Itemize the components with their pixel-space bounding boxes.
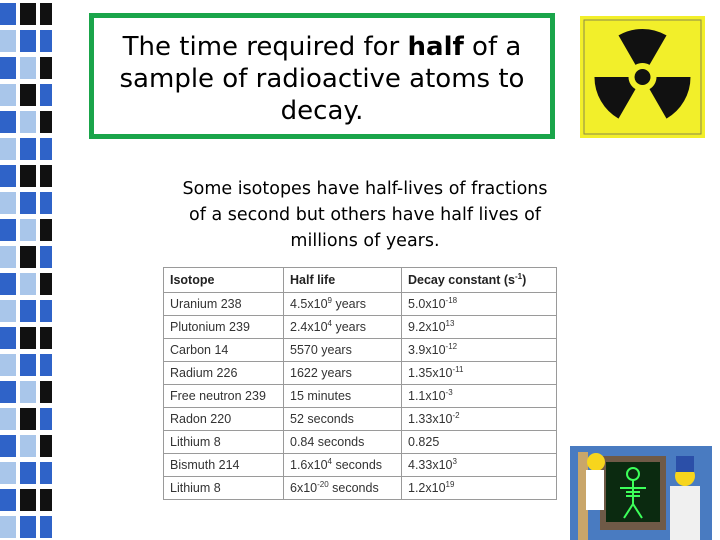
- cell-half-life: $2.4x10^4$ years: [284, 316, 402, 339]
- definition-box: [89, 13, 555, 139]
- cell-decay-constant: $1.33x10^{-2}$: [402, 408, 557, 431]
- radiation-hazard-icon: [580, 16, 705, 138]
- subtitle-text: Some isotopes have half-lives of fractions of a second but others have half lives of millions of years.: [182, 179, 548, 251]
- header-half-life: Half life: [284, 268, 402, 293]
- definition-highlight: half: [407, 32, 464, 62]
- cell-half-life: 1622 years: [284, 362, 402, 385]
- cell-half-life: $4.5x10^9$ years: [284, 293, 402, 316]
- table-row: [164, 339, 557, 362]
- definition-text: The time required for half of a sample of radioactive atoms to decay.: [119, 32, 525, 126]
- cell-isotope: Carbon 14: [164, 339, 284, 362]
- cell-half-life: 5570 years: [284, 339, 402, 362]
- table-row: [164, 431, 557, 454]
- table-row: [164, 385, 557, 408]
- cell-half-life: 52 seconds: [284, 408, 402, 431]
- table-row: [164, 408, 557, 431]
- cartoon-image: [570, 446, 712, 540]
- cell-isotope: Uranium 238: [164, 293, 284, 316]
- header-isotope: Isotope: [164, 268, 284, 293]
- cell-half-life: $1.6x10^4$ seconds: [284, 454, 402, 477]
- cell-isotope: Free neutron 239: [164, 385, 284, 408]
- table-row: [164, 362, 557, 385]
- decorative-stripe: [0, 0, 62, 540]
- header-decay-constant: Decay constant $(s^{-1})$: [402, 268, 557, 293]
- cell-decay-constant: $5.0x10^{-18}$: [402, 293, 557, 316]
- cell-isotope: Bismuth 214: [164, 454, 284, 477]
- table-header-row: [164, 268, 557, 293]
- isotope-table: [163, 267, 557, 500]
- cell-decay-constant: $4.33x10^3$: [402, 454, 557, 477]
- cell-isotope: Radium 226: [164, 362, 284, 385]
- cell-isotope: Radon 220: [164, 408, 284, 431]
- cell-decay-constant: 0.825: [402, 431, 557, 454]
- cell-decay-constant: $1.1x10^{-3}$: [402, 385, 557, 408]
- cell-decay-constant: $9.2x10^{13}$: [402, 316, 557, 339]
- cell-decay-constant: $3.9x10^{-12}$: [402, 339, 557, 362]
- cell-isotope: Plutonium 239: [164, 316, 284, 339]
- table-row: [164, 293, 557, 316]
- cell-decay-constant: $1.35x10^{-11}$: [402, 362, 557, 385]
- table-row: [164, 454, 557, 477]
- cell-half-life: $6x10^{-20}$ seconds: [284, 477, 402, 500]
- table-row: [164, 316, 557, 339]
- cell-decay-constant: $1.2x10^{19}$: [402, 477, 557, 500]
- cell-isotope: Lithium 8: [164, 477, 284, 500]
- cell-isotope: Lithium 8: [164, 431, 284, 454]
- table-row: [164, 477, 557, 500]
- cell-half-life: 0.84 seconds: [284, 431, 402, 454]
- cell-half-life: 15 minutes: [284, 385, 402, 408]
